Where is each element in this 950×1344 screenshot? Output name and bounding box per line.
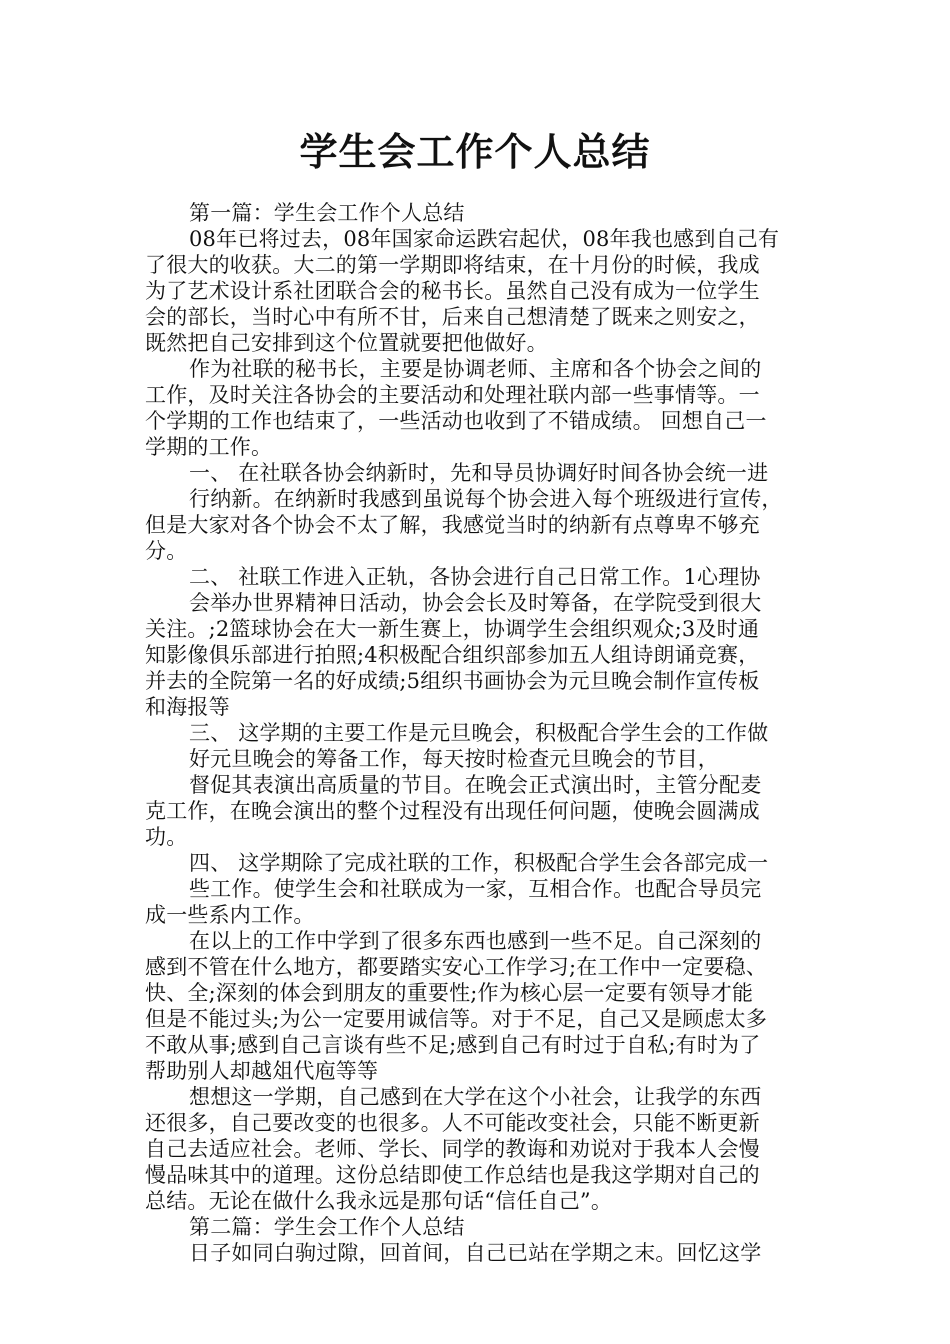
text-line: 第一篇：学生会工作个人总结: [189, 201, 465, 225]
text-line: 还很多，自己要改变的也很多。人不可能改变社会，只能不断更新: [145, 1111, 760, 1135]
text-line: 些工作。使学生会和社联成为一家，互相合作。也配合导员完: [189, 877, 762, 901]
text-line: 总结。无论在做什么我永远是那句话“信任自己”。: [145, 1189, 613, 1213]
text-line: 好元旦晚会的筹备工作，每天按时检查元旦晚会的节目，: [189, 747, 719, 771]
text-line: 但是不能过头;为公一定要用诚信等。对于不足，自己又是顾虑太多: [145, 1007, 768, 1031]
text-line: 行纳新。在纳新时我感到虽说每个协会进入每个班级进行宣传，: [189, 487, 783, 511]
text-line: 第二篇：学生会工作个人总结: [189, 1215, 465, 1239]
text-line: 并去的全院第一名的好成绩;5组织书画协会为元旦晚会制作宣传板: [145, 669, 760, 693]
text-line: 快、全;深刻的体会到朋友的重要性;作为核心层一定要有领导才能: [145, 981, 754, 1005]
text-line: 既然把自己安排到这个位置就要把他做好。: [145, 331, 548, 355]
text-line: 08年已将过去，08年国家命运跌宕起伏，08年我也感到自己有: [189, 227, 780, 251]
text-line: 二、 社联工作进入正轨，各协会进行自己日常工作。1心理协: [189, 565, 761, 589]
text-line: 成一些系内工作。: [145, 903, 315, 927]
text-line: 慢品味其中的道理。这份总结即使工作总结也是我这学期对自己的: [145, 1163, 760, 1187]
text-line: 会的部长，当时心中有所不甘，后来自己想清楚了既来之则安之，: [145, 305, 760, 329]
text-line: 日子如同白驹过隙，回首间，自己已站在学期之末。回忆这学: [189, 1241, 762, 1265]
text-line: 为了艺术设计系社团联合会的秘书长。虽然自己没有成为一位学生: [145, 279, 760, 303]
text-line: 感到不管在什么地方，都要踏实安心工作学习;在工作中一定要稳、: [145, 955, 768, 979]
text-line: 知影像俱乐部进行拍照;4积极配合组织部参加五人组诗朗诵竞赛，: [145, 643, 760, 667]
text-line: 工作，及时关注各协会的主要活动和处理社联内部一些事情等。一: [145, 383, 760, 407]
text-line: 但是大家对各个协会不太了解，我感觉当时的纳新有点尊卑不够充: [145, 513, 760, 537]
text-line: 四、 这学期除了完成社联的工作，积极配合学生会各部完成一: [189, 851, 769, 875]
text-line: 和海报等: [145, 695, 230, 719]
text-line: 学期的工作。: [145, 435, 273, 459]
text-line: 督促其表演出高质量的节目。在晚会正式演出时，主管分配麦: [189, 773, 762, 797]
text-line: 自己去适应社会。老师、学长、同学的教诲和劝说对于我本人会慢: [145, 1137, 760, 1161]
text-line: 一、 在社联各协会纳新时，先和导员协调好时间各协会统一进: [189, 461, 769, 485]
text-line: 三、 这学期的主要工作是元旦晚会，积极配合学生会的工作做: [189, 721, 769, 745]
text-line: 作为社联的秘书长，主要是协调老师、主席和各个协会之间的: [189, 357, 762, 381]
text-line: 会举办世界精神日活动，协会会长及时筹备，在学院受到很大: [189, 591, 762, 615]
text-line: 了很大的收获。大二的第一学期即将结束，在十月份的时候，我成: [145, 253, 760, 277]
text-line: 分。: [145, 539, 188, 563]
text-line: 想想这一学期，自己感到在大学在这个小社会，让我学的东西: [189, 1085, 762, 1109]
document-body: [145, 200, 810, 1266]
text-line: 个学期的工作也结束了，一些活动也收到了不错成绩。 回想自己一: [145, 409, 767, 433]
text-line: 在以上的工作中学到了很多东西也感到一些不足。自己深刻的: [189, 929, 762, 953]
text-line: 关注。;2篮球协会在大一新生赛上，协调学生会组织观众;3及时通: [145, 617, 760, 641]
text-line: 帮助别人却越俎代庖等等: [145, 1059, 379, 1083]
document-title: 学生会工作个人总结: [299, 130, 651, 174]
text-line: 不敢从事;感到自己言谈有些不足;感到自己有时过于自私;有时为了: [145, 1033, 761, 1057]
text-line: 克工作，在晚会演出的整个过程没有出现任何问题，使晚会圆满成: [145, 799, 760, 823]
text-line: 功。: [145, 825, 188, 849]
